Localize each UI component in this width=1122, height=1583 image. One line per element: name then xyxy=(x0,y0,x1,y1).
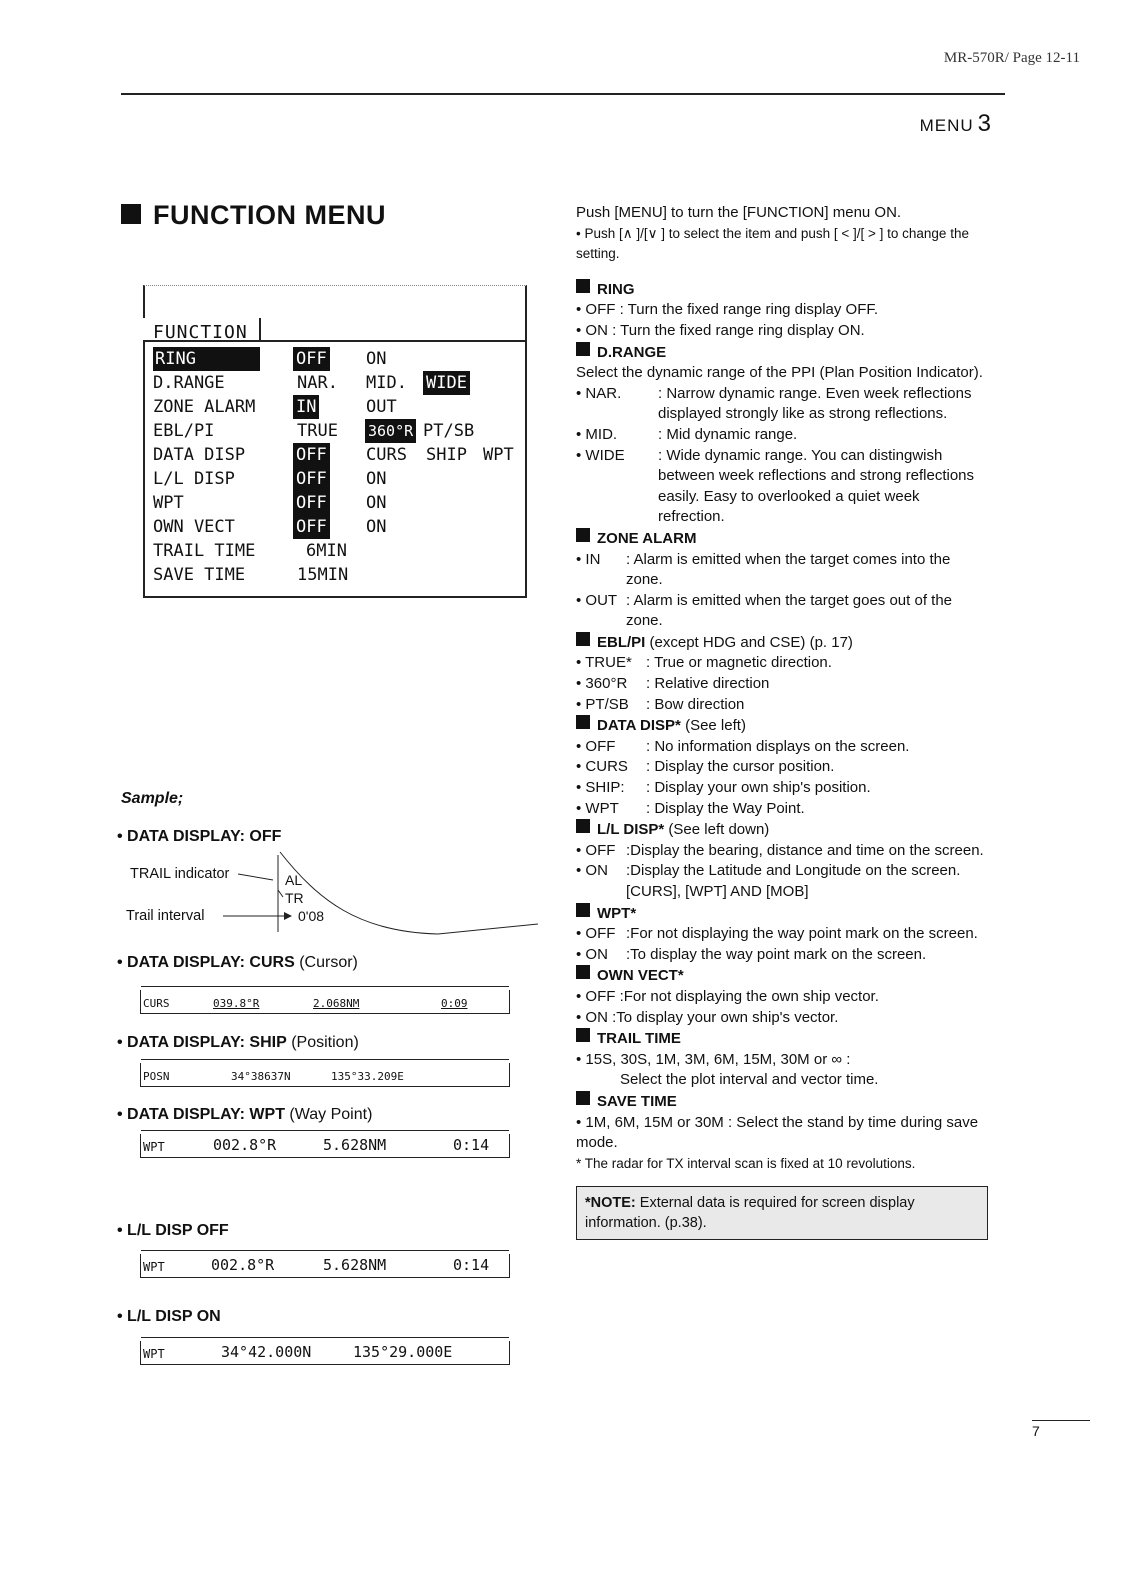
trail-curve-icon xyxy=(118,850,548,940)
menu-option: ON xyxy=(366,517,387,537)
llon-data-strip: WPT 34°42.000N 135°29.000E xyxy=(140,1341,510,1365)
menu-option-selected: OFF xyxy=(293,491,330,515)
section-title-save: SAVE TIME xyxy=(576,1091,988,1113)
trail-diagram xyxy=(118,850,548,940)
section-title-ownvect: OWN VECT* xyxy=(576,965,988,987)
section-title-trail: TRAIL TIME xyxy=(576,1028,988,1050)
menu-option: MID. xyxy=(366,373,407,393)
trail-indicator-label: TRAIL indicator xyxy=(130,866,230,882)
trail-interval-value: 0'08 xyxy=(298,908,325,924)
bullet-square-icon xyxy=(576,903,590,917)
menu-label: MENU 3 xyxy=(919,110,992,137)
menu-option: ON xyxy=(366,493,387,513)
menu-option-selected: WIDE xyxy=(423,371,470,395)
trail-interval-label: Trail interval xyxy=(126,908,205,924)
menu-row-label: SAVE TIME xyxy=(153,565,246,585)
drange-desc: Select the dynamic range of the PPI (Plan Position Indicator). xyxy=(576,364,983,382)
zone-in: • IN : Alarm is emitted when the target comes into the zone. xyxy=(576,550,951,589)
sample-off-label: • DATA DISPLAY: OFF xyxy=(117,828,282,845)
section-title-ebl: EBL/PI (except HDG and CSE) (p. 17) xyxy=(576,632,988,654)
lldisp-off: • OFF :Display the bearing, distance and time on the screen. xyxy=(576,841,984,859)
menu-title: FUNCTION xyxy=(153,322,248,343)
page-reference: MR-570R/ Page 12-11 xyxy=(943,50,1080,66)
section-title-wpt: WPT* xyxy=(576,903,988,925)
section-title-datadisp: DATA DISP* (See left) xyxy=(576,715,988,737)
menu-option: CURS xyxy=(366,445,407,465)
ebl-ptsb: • PT/SB : Bow direction xyxy=(576,695,745,713)
section-title-drange: D.RANGE xyxy=(576,342,988,364)
menu-option: WPT xyxy=(483,445,514,465)
drange-wide: • WIDE : Wide dynamic range. You can distingwish between week reflections and strong reflections easily. Easy to overlooked a quiet week refrection. xyxy=(576,446,975,526)
menu-number: 3 xyxy=(977,110,992,137)
al-label: AL xyxy=(285,872,303,888)
trail-options: • 15S, 30S, 1M, 3M, 6M, 15M, 30M or ∞ : xyxy=(576,1050,851,1068)
menu-option: 15MIN xyxy=(297,565,349,585)
datadisp-off: • OFF : No information displays on the screen. xyxy=(576,737,910,755)
wpt-data-strip: WPT 002.8°R 5.628NM 0:14 xyxy=(140,1134,510,1158)
intro-line: Push [MENU] to turn the [FUNCTION] menu ON. xyxy=(576,204,902,221)
menu-row-label: WPT xyxy=(153,493,184,513)
datadisp-ship: • SHIP: : Display your own ship's position. xyxy=(576,779,871,797)
menu-option: ON xyxy=(366,469,387,489)
lloff-data-strip: WPT 002.8°R 5.628NM 0:14 xyxy=(140,1254,510,1278)
drange-nar: • NAR. : Narrow dynamic range. Even week reflections displayed strongly like as strong reflections. xyxy=(576,384,972,423)
ship-data-strip: POSN 34°38637N 135°33.209E xyxy=(140,1063,510,1087)
bullet-square-icon xyxy=(576,279,590,293)
header-rule xyxy=(121,93,1005,95)
curs-data-strip: CURS 039.8°R 2.068NM 0:09 xyxy=(140,990,510,1014)
sample-curs-label: • DATA DISPLAY: CURS (Cursor) xyxy=(117,954,358,971)
wpt-off: • OFF :For not displaying the way point mark on the screen. xyxy=(576,925,978,943)
footnote: * The radar for TX interval scan is fixed at 10 revolutions. xyxy=(576,1155,916,1171)
sample-ship-label: • DATA DISPLAY: SHIP (Position) xyxy=(117,1034,359,1051)
ebl-360r: • 360°R : Relative direction xyxy=(576,675,770,693)
sample-lloff-label: • L/L DISP OFF xyxy=(117,1222,229,1239)
menu-option: SHIP xyxy=(426,445,467,465)
lldisp-on: • ON :Display the Latitude and Longitude on the screen. [CURS], [WPT] AND [MOB] xyxy=(576,862,961,900)
datadisp-curs: • CURS : Display the cursor position. xyxy=(576,758,835,776)
save-options: • 1M, 6M, 15M or 30M : Select the stand by time during save mode. xyxy=(576,1113,979,1152)
menu-option: ON xyxy=(366,349,387,369)
menu-row-label: OWN VECT xyxy=(153,517,235,537)
sample-wpt-label: • DATA DISPLAY: WPT (Way Point) xyxy=(117,1106,373,1123)
menu-option: TRUE xyxy=(297,421,338,441)
sample-heading: Sample; xyxy=(121,790,184,807)
sample-llon-label: • L/L DISP ON xyxy=(117,1308,221,1325)
menu-row-label: DATA DISP xyxy=(153,445,246,465)
menu-option: PT/SB xyxy=(423,421,475,441)
ebl-true: • TRUE* : True or magnetic direction. xyxy=(576,654,832,672)
menu-option-selected: 360°R xyxy=(365,419,416,443)
menu-option-selected: OFF xyxy=(293,443,330,467)
bullet-square-icon xyxy=(576,1091,590,1105)
bullet-square-icon xyxy=(576,819,590,833)
menu-option-selected: OFF xyxy=(293,467,330,491)
bullet-square-icon xyxy=(576,1028,590,1042)
page-title: FUNCTION MENU xyxy=(121,200,386,231)
wpt-on: • ON :To display the way point mark on the screen. xyxy=(576,945,927,963)
drange-mid: • MID. : Mid dynamic range. xyxy=(576,425,798,443)
menu-option-selected: OFF xyxy=(293,515,330,539)
description-column xyxy=(576,203,988,1240)
ring-on: • ON : Turn the fixed range ring display ON. xyxy=(576,321,865,339)
datadisp-wpt: • WPT : Display the Way Point. xyxy=(576,799,805,817)
menu-row-label: L/L DISP xyxy=(153,469,235,489)
zone-out: • OUT : Alarm is emitted when the target goes out of the zone. xyxy=(576,591,953,630)
bullet-square-icon xyxy=(576,342,590,356)
ring-off: • OFF : Turn the fixed range ring display OFF. xyxy=(576,301,879,319)
ownvect-off: • OFF :For not displaying the own ship vector. xyxy=(576,987,879,1005)
menu-title-rule xyxy=(261,340,527,342)
section-title-zone: ZONE ALARM xyxy=(576,528,988,550)
bullet-square-icon xyxy=(576,715,590,729)
menu-row-label: TRAIL TIME xyxy=(153,541,256,561)
menu-row-label: RING xyxy=(153,347,260,371)
page-number: 7 xyxy=(1032,1420,1090,1439)
intro-hint: • Push [∧ ]/[∨ ] to select the item and push [ < ]/[ > ] to change the setting. xyxy=(576,225,969,262)
menu-row-label: D.RANGE xyxy=(153,373,225,393)
ownvect-on: • ON :To display your own ship's vector. xyxy=(576,1008,839,1026)
section-title-ring: RING xyxy=(576,279,988,301)
bullet-square-icon xyxy=(576,528,590,542)
bullet-square-icon xyxy=(121,204,141,224)
bullet-square-icon xyxy=(576,965,590,979)
menu-option: NAR. xyxy=(297,373,338,393)
note-box: *NOTE: External data is required for screen display information. (p.38). xyxy=(576,1186,988,1240)
bullet-square-icon xyxy=(576,632,590,646)
menu-row-label: EBL/PI xyxy=(153,421,215,441)
tr-label: TR xyxy=(285,890,304,906)
menu-option-selected: OFF xyxy=(293,347,330,371)
menu-option-selected: IN xyxy=(293,395,319,419)
menu-option: 6MIN xyxy=(306,541,347,561)
section-title-lldisp: L/L DISP* (See left down) xyxy=(576,819,988,841)
trail-desc: Select the plot interval and vector time. xyxy=(620,1071,879,1089)
menu-row-label: ZONE ALARM xyxy=(153,397,256,417)
menu-option: OUT xyxy=(366,397,397,417)
